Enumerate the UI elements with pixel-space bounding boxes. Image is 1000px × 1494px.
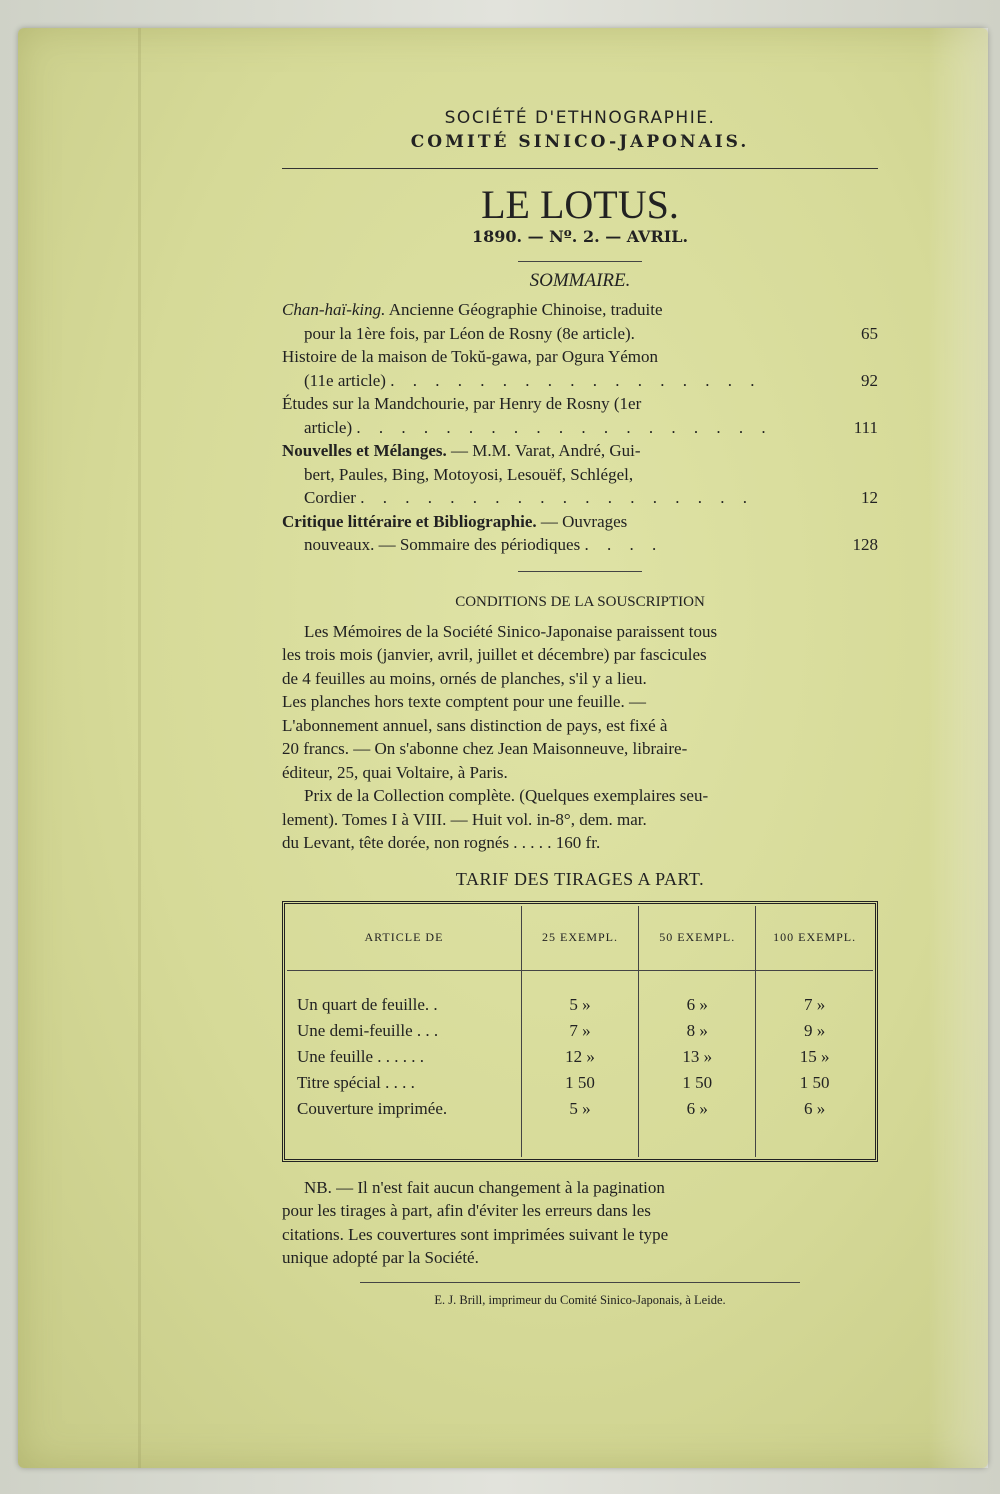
table-cell: 12 » [521, 1044, 638, 1070]
table-cell: 6 » [639, 1096, 756, 1157]
table-cell: 1 50 [639, 1070, 756, 1096]
table-cell: Une feuille . . . . . . [297, 1046, 424, 1066]
table-row [287, 1070, 873, 1096]
paragraph-line: de 4 feuilles au moins, ornés de planches, s'il y a lieu. [282, 668, 647, 688]
column-header: ARTICLE DE [287, 906, 521, 971]
committee-name: COMITÉ SINICO-JAPONAIS. [410, 132, 750, 152]
column-header: 100 EXEMPL. [756, 906, 873, 971]
toc-leader-dots: . . . . [584, 535, 664, 554]
toc-page-number: 65 [861, 323, 878, 343]
tarif-table-frame [282, 901, 878, 1162]
section-rule [518, 571, 642, 572]
column-header: 25 EXEMPL. [521, 906, 638, 971]
toc-page-number: 111 [853, 417, 878, 437]
toc-entry [282, 510, 878, 557]
header-rule [282, 168, 878, 169]
toc-entry-text: Cordier [304, 488, 356, 507]
table-cell: 6 » [639, 970, 756, 1018]
toc-entry-bold: Critique littéraire et Bibliographie. [282, 511, 537, 531]
table-header-row [287, 906, 873, 971]
table-cell: 7 » [756, 970, 873, 1018]
toc-leader-dots: . . . . . . . . . . . . . . . . . . [360, 488, 754, 507]
conditions-heading: CONDITIONS DE LA SOUSCRIPTION [455, 593, 705, 610]
paragraph-line: L'abonnement annuel, sans distinction de pays, est fixé à [282, 715, 668, 735]
toc-entry-bold: Nouvelles et Mélanges. [282, 441, 447, 460]
table-cell: Une demi-feuille . . . [297, 1020, 439, 1040]
toc-entry-text: Études sur la Mandchourie, par Henry de Rosny (1er [282, 394, 642, 413]
toc-entry-italic: Chan-haï-king. [282, 300, 386, 319]
tarif-heading: TARIF DES TIRAGES A PART. [455, 868, 705, 889]
column-header: 50 EXEMPL. [639, 906, 756, 971]
paragraph-line: lement). Tomes I à VIII. — Huit vol. in-8°, dem. mar. [282, 809, 647, 829]
toc-leader-dots: . . . . . . . . . . . . . . . . . [390, 370, 762, 390]
paragraph-line: pour les tirages à part, afin d'éviter les erreurs dans les [282, 1201, 651, 1220]
title-rule [518, 261, 642, 262]
sommaire-heading: SOMMAIRE. [529, 270, 631, 291]
table-cell: 5 » [521, 970, 638, 1018]
paragraph-line: éditeur, 25, quai Voltaire, à Paris. [282, 762, 508, 782]
toc-entry-text: Histoire de la maison de Tokŭ-gawa, par Ogura Yémon [282, 347, 659, 366]
paragraph-line: Prix de la Collection complète. (Quelques exemplaires seu- [304, 786, 709, 805]
toc-entry-text: — M.M. Varat, André, Gui- [446, 441, 641, 460]
paragraph-line: NB. — Il n'est fait aucun changement à la pagination [304, 1177, 665, 1197]
toc-entry-text: bert, Paules, Bing, Motoyosi, Lesouëf, Schlégel, [304, 464, 634, 484]
toc-entry [282, 345, 878, 392]
society-name: SOCIÉTÉ D'ETHNOGRAPHIE. [444, 108, 716, 128]
paragraph-line: 20 francs. — On s'abonne chez Jean Maisonneuve, libraire- [282, 739, 688, 758]
table-cell: 13 » [639, 1044, 756, 1070]
conditions-paragraph [282, 620, 878, 785]
table-row [287, 1044, 873, 1070]
table-cell: 1 50 [756, 1070, 873, 1096]
printer-footer: E. J. Brill, imprimeur du Comité Sinico-Japonais, à Leide. [434, 1292, 726, 1307]
toc-entry-text: — Ouvrages [536, 511, 628, 531]
paragraph-line: Les planches hors texte comptent pour une feuille. — [282, 692, 646, 711]
toc-entry [282, 298, 878, 345]
table-cell: 6 » [756, 1096, 873, 1157]
paragraph-line: citations. Les couvertures sont imprimées suivant le type [282, 1224, 669, 1244]
toc-entry-text: (11e article) [304, 370, 386, 390]
paragraph-line: unique adopté par la Société. [282, 1248, 479, 1267]
table-cell: Couverture imprimée. [297, 1098, 448, 1118]
footer-rule [360, 1282, 800, 1283]
table-row [287, 1096, 873, 1157]
table-of-contents [282, 298, 878, 557]
table-cell: 7 » [521, 1018, 638, 1044]
paragraph-line: Les Mémoires de la Société Sinico-Japonaise paraissent tous [304, 621, 718, 641]
table-cell: 8 » [639, 1018, 756, 1044]
toc-entry [282, 392, 878, 439]
table-cell: Un quart de feuille. . [297, 994, 438, 1014]
journal-title: LE LOTUS. [481, 182, 679, 227]
table-row [287, 970, 873, 1018]
paragraph-line: les trois mois (janvier, avril, juillet et décembre) par fascicules [282, 645, 707, 664]
issue-line: 1890. — Nº. 2. — AVRIL. [471, 227, 689, 246]
toc-page-number: 92 [861, 370, 878, 390]
toc-entry [282, 439, 878, 510]
table-cell: 5 » [521, 1096, 638, 1157]
tarif-table [287, 906, 873, 1157]
toc-leader-dots: . . . . . . . . . . . . . . . . . . . [356, 417, 773, 437]
toc-page-number: 128 [852, 535, 878, 554]
price-paragraph [282, 784, 878, 855]
table-row [287, 1018, 873, 1044]
nb-paragraph [282, 1176, 878, 1270]
toc-entry-text: article) [304, 417, 353, 437]
table-cell: Titre spécial . . . . [297, 1072, 415, 1092]
toc-entry-text: nouveaux. — Sommaire des périodiques [304, 535, 581, 554]
cover-text-column [282, 100, 878, 1308]
toc-page-number: 12 [861, 488, 878, 507]
table-cell: 15 » [756, 1044, 873, 1070]
table-cell: 9 » [756, 1018, 873, 1044]
table-cell: 1 50 [521, 1070, 638, 1096]
paragraph-line: du Levant, tête dorée, non rognés . . . . . 160 fr. [282, 833, 601, 852]
toc-entry-text: Ancienne Géographie Chinoise, traduite [385, 300, 663, 319]
toc-entry-text: pour la 1ère fois, par Léon de Rosny (8e article). [304, 323, 635, 343]
